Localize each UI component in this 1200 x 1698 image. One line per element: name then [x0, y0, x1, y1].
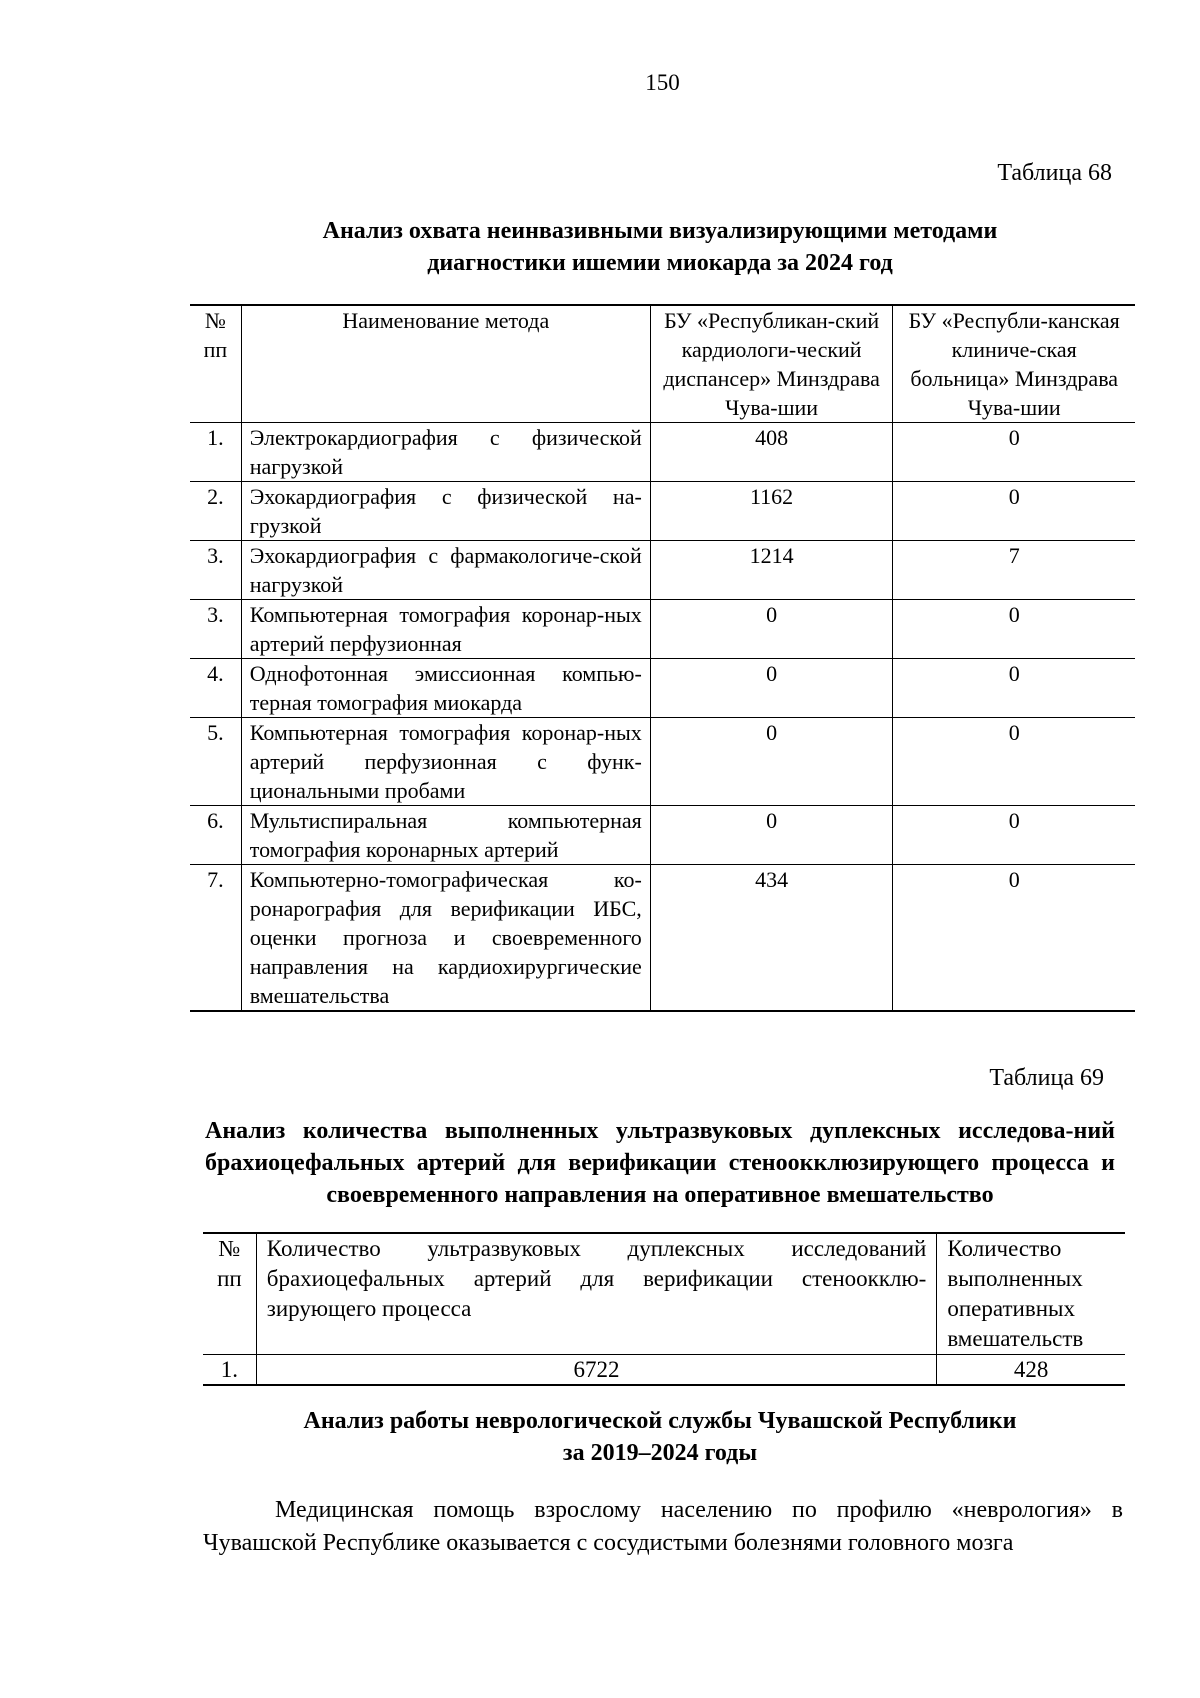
table-68-label: Таблица 68 [997, 160, 1112, 186]
row-method: Мультиспиральная компьютерная томография коронарных артерий [241, 806, 650, 865]
row-method: Электрокардиография с физической нагрузкой [241, 423, 650, 482]
neurology-section-title [230, 1405, 1090, 1469]
row-value-1: 434 [650, 865, 893, 1012]
row-num: 4. [190, 659, 241, 718]
table-row [190, 806, 1135, 865]
row-num: 6. [190, 806, 241, 865]
row-value-2: 0 [893, 659, 1135, 718]
page-number: 150 [645, 70, 680, 95]
table-row [190, 482, 1135, 541]
row-value-2: 7 [893, 541, 1135, 600]
table-68-header-row [190, 305, 1135, 423]
neurology-title-line-2: за 2019–2024 годы [562, 1440, 758, 1466]
table-69-label: Таблица 69 [989, 1065, 1104, 1091]
row-method: Эхокардиография с фармакологиче-ской нагрузкой [241, 541, 650, 600]
table-68-title-line-1: Анализ охвата неинвазивными визуализирующими методами [322, 218, 998, 244]
table-69 [203, 1232, 1125, 1386]
row-value-1: 1162 [650, 482, 893, 541]
row-method: Компьютерная томография коронар-ных артерий перфузионная [241, 600, 650, 659]
row-value-1: 0 [650, 718, 893, 806]
row-method: Компьютерно-томографическая ко-ронарография для верификации ИБС, оценки прогноза и своевременного направления на кардиохирургические вмешательства [241, 865, 650, 1012]
table-68-title [230, 215, 1090, 279]
row-method: Однофотонная эмиссионная компью-терная томография миокарда [241, 659, 650, 718]
row-value-1: 408 [650, 423, 893, 482]
row-value-2: 0 [893, 865, 1135, 1012]
table-69-header-row [203, 1233, 1125, 1355]
row-value-2: 0 [893, 806, 1135, 865]
table-row [190, 541, 1135, 600]
row-value-1: 0 [650, 600, 893, 659]
neurology-title-line-1: Анализ работы неврологической службы Чувашской Республики [303, 1408, 1017, 1434]
table-row [190, 423, 1135, 482]
row-value-2: 0 [893, 423, 1135, 482]
header-studies: Количество ультразвуковых дуплексных исследований брахиоцефальных артерий для верификации стеноокклю-зирующего процесса [256, 1233, 937, 1355]
table-68 [190, 304, 1135, 1012]
header-num: № пп [203, 1233, 256, 1355]
header-cardio-dispensary: БУ «Республикан-ский кардиологи-ческий диспансер» Минздрава Чува-шии [650, 305, 893, 423]
table-row [190, 659, 1135, 718]
row-method: Эхокардиография с физической на-грузкой [241, 482, 650, 541]
row-value-1: 0 [650, 806, 893, 865]
row-num: 5. [190, 718, 241, 806]
row-value-1: 1214 [650, 541, 893, 600]
row-studies: 6722 [256, 1355, 937, 1386]
neurology-paragraph: Медицинская помощь взрослому населению по профилю «неврология» в Чувашской Республике оказывается с сосудистыми болезнями головного мозга [203, 1497, 1123, 1556]
header-operations: Количество выполненных оперативных вмешательств [937, 1233, 1125, 1355]
row-num: 2. [190, 482, 241, 541]
row-value-1: 0 [650, 659, 893, 718]
header-method: Наименование метода [241, 305, 650, 423]
table-row [190, 600, 1135, 659]
table-row [203, 1355, 1125, 1386]
row-num: 7. [190, 865, 241, 1012]
row-num: 3. [190, 600, 241, 659]
table-row [190, 718, 1135, 806]
row-value-2: 0 [893, 718, 1135, 806]
row-value-2: 0 [893, 482, 1135, 541]
row-method: Компьютерная томография коронар-ных артерий перфузионная с функ-циональными пробами [241, 718, 650, 806]
header-clinical-hospital: БУ «Республи-канская клиниче-ская больница» Минздрава Чува-шии [893, 305, 1135, 423]
table-69-title: Анализ количества выполненных ультразвуковых дуплексных исследова-ний брахиоцефальных артерий для верификации стеноокклюзирующего процесса и своевременного направления на оперативное вмешательство [205, 1118, 1115, 1208]
row-num: 1. [203, 1355, 256, 1386]
row-num: 3. [190, 541, 241, 600]
header-num: № пп [190, 305, 241, 423]
row-value-2: 0 [893, 600, 1135, 659]
table-68-title-line-2: диагностики ишемии миокарда за 2024 год [427, 250, 893, 276]
table-row [190, 865, 1135, 1012]
row-operations: 428 [937, 1355, 1125, 1386]
row-num: 1. [190, 423, 241, 482]
